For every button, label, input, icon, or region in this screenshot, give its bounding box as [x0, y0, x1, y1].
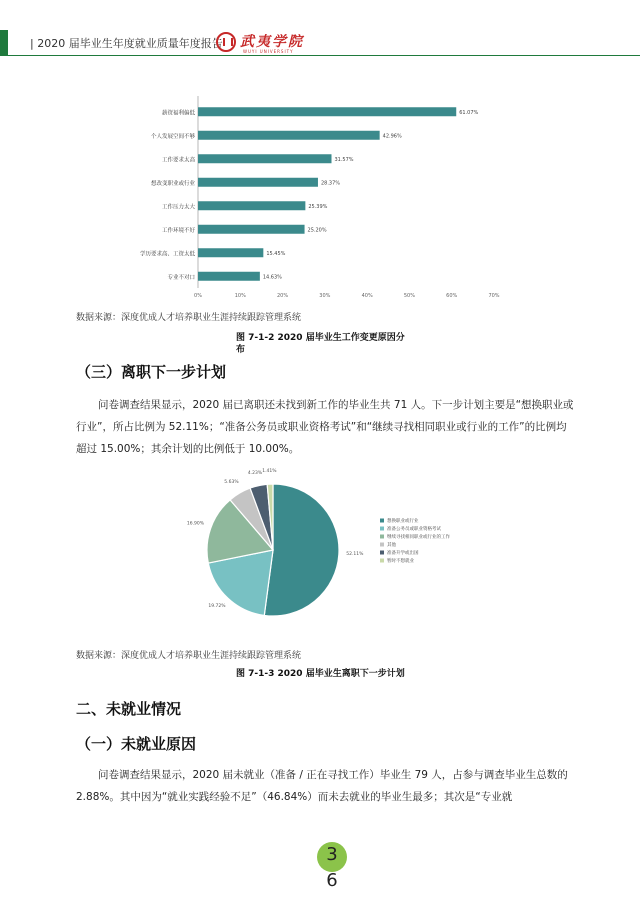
pie-legend-swatch	[380, 559, 384, 563]
bar-chart-category-label: 想改变职业或行业	[150, 180, 195, 187]
header-accent-bar	[0, 30, 8, 56]
bar-chart-x-tick: 70%	[488, 293, 500, 299]
bar-chart-bar	[198, 248, 263, 257]
bar-chart-value-label: 15.45%	[266, 250, 286, 257]
page-header	[0, 30, 640, 56]
pie-legend-label: 准备公务员或职业资格考试	[387, 527, 441, 532]
pie-value-label: 52.11%	[346, 552, 364, 558]
bar-chart-x-tick: 50%	[403, 293, 415, 299]
bar-chart-x-tick: 0%	[194, 293, 202, 299]
page-number-line2: 6	[326, 870, 338, 891]
pie-value-label: 5.63%	[224, 479, 239, 485]
pie-legend-swatch	[380, 535, 384, 539]
bar-chart-category-label: 学历要求高、工资太低	[140, 251, 195, 258]
pie-legend-label: 暂时不想就业	[387, 559, 414, 564]
header-title: | 2020 届毕业生年度就业质量年度报告	[30, 37, 223, 50]
unemployed-heading: 二、未就业情况	[76, 700, 182, 718]
pie-legend-swatch	[380, 543, 384, 547]
bar-chart-x-tick: 40%	[361, 293, 373, 299]
pie-legend-label: 想换职业或行业	[387, 519, 419, 524]
bar-chart-value-label: 31.57%	[334, 156, 354, 163]
university-logo-subtitle: WUYI UNIVERSITY	[243, 49, 294, 54]
university-logo-name: 武夷学院	[240, 34, 304, 50]
page-number-line1: 3	[326, 844, 338, 865]
bar-chart-category-label: 专业不对口	[167, 274, 195, 281]
pie-value-label: 1.41%	[262, 469, 277, 475]
job-change-reasons-bar-chart	[140, 96, 520, 302]
bar-chart-x-tick: 20%	[277, 293, 289, 299]
bar-chart-category-label: 工作要求太高	[161, 157, 195, 164]
university-seal-icon	[216, 32, 236, 52]
pie-legend-label: 继续寻找相同职业或行业的工作	[387, 535, 450, 540]
bar-chart-value-label: 28.37%	[320, 180, 341, 187]
pie-slice	[264, 484, 339, 616]
figure2-caption: 图 7-1-3 2020 届毕业生离职下一步计划	[236, 669, 405, 679]
figure1-source: 数据来源：深度优成人才培养职业生涯持续跟踪管理系统	[76, 313, 302, 323]
bar-chart-value-label: 14.63%	[262, 274, 282, 281]
bar-chart-bar	[198, 131, 380, 140]
figure1-caption: 图 7-1-2 2020 届毕业生工作变更原因分布	[236, 333, 405, 355]
unemployed-reasons-subheading: （一）未就业原因	[76, 735, 197, 753]
bar-chart-bar	[198, 107, 456, 116]
pie-legend-label: 其他	[387, 543, 396, 548]
unemployed-paragraph: 问卷调查结果显示，2020 届未就业（准备 / 正在寻找工作）毕业生 79 人，占参与调查毕业生总数的 2.88%。其中因为“就业实践经验不足”（46.84%）而未去就业的毕业生最多；其次是“专业就	[76, 769, 568, 803]
bar-chart-value-label: 42.96%	[382, 133, 402, 140]
bar-chart-bar	[198, 201, 305, 210]
figure2-source: 数据来源：深度优成人才培养职业生涯持续跟踪管理系统	[76, 651, 302, 661]
section3-paragraph: 问卷调查结果显示，2020 届已离职还未找到新工作的毕业生共 71 人。下一步计划主要是“想换职业或行业”，所占比例为 52.11%；“准备公务员或职业资格考试”和“继续寻找相同职业或行业的工作”的比例均超过 15.00%；其余计划的比例低于 10.00%。	[76, 399, 574, 455]
university-logo	[216, 30, 306, 56]
pie-legend-swatch	[380, 527, 384, 531]
pie-value-label: 16.90%	[186, 521, 205, 527]
bar-chart-category-label: 工作环境不好	[161, 227, 195, 234]
bar-chart-bar	[198, 178, 318, 187]
bar-chart-x-tick: 30%	[319, 293, 331, 299]
pie-legend-label: 准备升学或出国	[387, 551, 419, 556]
pie-value-label: 19.72%	[208, 603, 226, 609]
bar-chart-x-tick: 60%	[446, 293, 458, 299]
pie-value-label: 4.23%	[247, 470, 263, 476]
bar-chart-bar	[198, 272, 260, 281]
bar-chart-value-label: 25.20%	[307, 227, 327, 234]
section3-heading: （三）离职下一步计划	[76, 363, 227, 381]
pie-legend-swatch	[380, 551, 384, 555]
bar-chart-bar	[198, 154, 331, 163]
bar-chart-value-label: 61.07%	[459, 109, 479, 116]
bar-chart-value-label: 25.39%	[308, 203, 328, 210]
page-number-badge	[317, 842, 347, 891]
bar-chart-category-label: 薪资福利偏低	[161, 110, 195, 117]
pie-legend-swatch	[380, 519, 384, 523]
bar-chart-bar	[198, 225, 305, 234]
bar-chart-category-label: 个人发展空间不够	[150, 133, 195, 140]
bar-chart-category-label: 工作压力太大	[161, 204, 195, 211]
header-divider	[8, 55, 640, 56]
bar-chart-x-tick: 10%	[234, 293, 246, 299]
next-step-plan-pie-chart	[170, 462, 500, 632]
